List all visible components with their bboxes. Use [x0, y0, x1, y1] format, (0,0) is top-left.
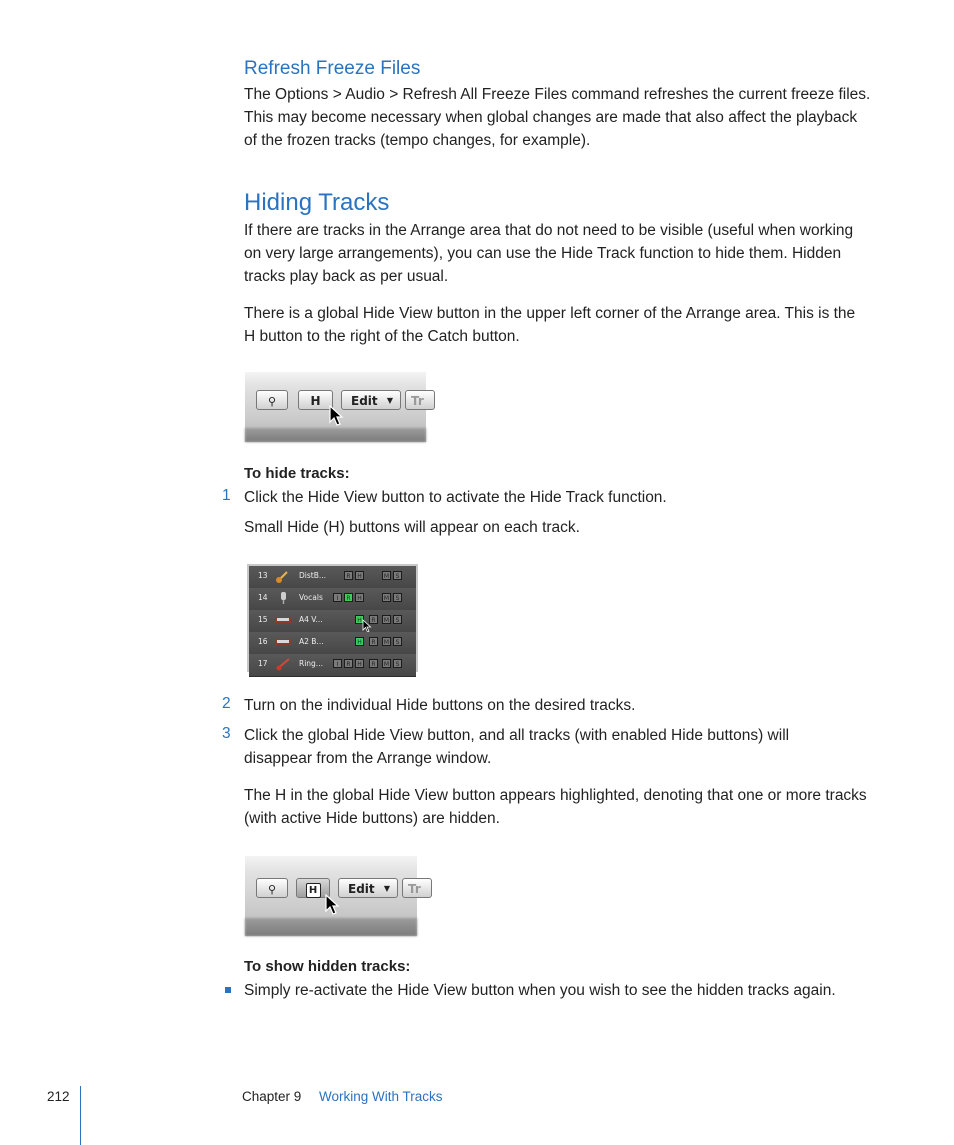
footer-divider [80, 1086, 81, 1145]
microphone-icon [275, 591, 291, 605]
solo-button[interactable]: S [393, 571, 402, 580]
toolbar-bottom-shadow [245, 428, 426, 442]
track-list-screenshot [247, 564, 418, 672]
step-number-2: 2 [222, 695, 231, 712]
footer-chapter-title[interactable]: Working With Tracks [319, 1089, 443, 1104]
section-heading-refresh-freeze-files: Refresh Freeze Files [244, 58, 421, 79]
record-button[interactable]: R [369, 615, 378, 624]
track-number: 13 [258, 571, 268, 580]
truncated-menu-button[interactable]: Tr [402, 878, 432, 898]
truncated-menu-button[interactable]: Tr [405, 390, 435, 410]
to-hide-tracks-label: To hide tracks: [244, 465, 350, 482]
hide-view-label-highlighted: H [306, 883, 321, 898]
track-name: Ring... [299, 659, 323, 668]
track-row-13[interactable] [249, 566, 416, 589]
step-3-note: The H in the global Hide View button appears highlighted, denoting that one or more tracks (with active Hide buttons) are hidden. [244, 787, 867, 827]
mouse-cursor-icon [362, 619, 372, 633]
hide-button[interactable]: H [355, 571, 364, 580]
track-number: 14 [258, 593, 268, 602]
solo-button[interactable]: S [393, 593, 402, 602]
toolbar-screenshot [245, 372, 426, 442]
solo-button[interactable]: S [393, 659, 402, 668]
catch-running-man-icon: ⚲ [267, 883, 277, 896]
edit-menu-button[interactable] [338, 878, 398, 898]
hide-view-button[interactable]: H [298, 390, 333, 410]
section-heading-hiding-tracks: Hiding Tracks [244, 189, 390, 216]
hiding-tracks-global-button-text: There is a global Hide View button in the upper left corner of the Arrange area. This is the H button to the right of the Catch button. [244, 305, 856, 345]
edit-label: Edit [351, 394, 378, 408]
track-number: 16 [258, 637, 268, 646]
input-monitor-button[interactable]: I [333, 659, 342, 668]
hide-button-active[interactable]: H [355, 615, 364, 624]
mouse-cursor-icon [329, 405, 345, 427]
edit-menu-button[interactable] [341, 390, 401, 410]
track-row-17[interactable] [249, 654, 416, 677]
track-name: A2 B... [299, 637, 324, 646]
show-hidden-tracks-text: Simply re-activate the Hide View button when you wish to see the hidden tracks again. [244, 982, 836, 999]
input-monitor-button[interactable]: I [333, 593, 342, 602]
track-row-14[interactable] [249, 588, 416, 611]
footer-chapter: Chapter 9 [242, 1089, 302, 1104]
hiding-tracks-intro: If there are tracks in the Arrange area that do not need to be visible (useful when working on very large arrangements), you can use the Hide Track function to hide them. Hidden tracks play back as per usual. [244, 222, 854, 285]
solo-button[interactable]: S [393, 637, 402, 646]
record-button[interactable]: R [369, 637, 378, 646]
step-number-3: 3 [222, 725, 231, 742]
track-number: 15 [258, 615, 268, 624]
step-1-text: Click the Hide View button to activate the Hide Track function. [244, 489, 667, 506]
step-2-text: Turn on the individual Hide buttons on the desired tracks. [244, 697, 636, 714]
mute-button[interactable]: M [383, 617, 390, 624]
refresh-freeze-files-body: The Options > Audio > Refresh All Freeze Files command refreshes the current freeze files. This may become necessary when global changes are made that also affect the playback of the frozen tracks (tempo changes, for example). [244, 86, 871, 149]
track-row-16[interactable] [249, 632, 416, 655]
step-number-1: 1 [222, 487, 231, 504]
catch-button[interactable] [256, 878, 288, 898]
mute-button[interactable]: M [383, 595, 390, 602]
dropdown-arrow-icon: ▼ [386, 396, 393, 405]
keyboard-icon [275, 635, 291, 649]
hide-button[interactable]: H [355, 659, 364, 668]
catch-button[interactable] [256, 390, 288, 410]
mouse-cursor-icon [325, 894, 341, 916]
record-button[interactable]: R [344, 571, 353, 580]
track-name: DistB... [299, 571, 327, 580]
catch-running-man-icon: ⚲ [267, 395, 277, 408]
dropdown-arrow-icon: ▼ [383, 884, 390, 893]
step-1-note: Small Hide (H) buttons will appear on each track. [244, 519, 580, 536]
mute-button[interactable]: M [383, 639, 390, 646]
mute-button[interactable]: M [383, 661, 390, 668]
record-enable-button[interactable]: R [369, 659, 378, 668]
page-number: 212 [47, 1089, 70, 1104]
track-number: 17 [258, 659, 268, 668]
keyboard-icon [275, 613, 291, 627]
hide-button[interactable]: H [355, 593, 364, 602]
toolbar-bottom-shadow [245, 918, 417, 936]
record-button[interactable]: R [344, 593, 353, 602]
record-button[interactable]: R [344, 659, 353, 668]
to-show-hidden-tracks-label: To show hidden tracks: [244, 958, 411, 975]
mute-button[interactable]: M [383, 573, 390, 580]
bullet-icon [225, 987, 231, 993]
electric-guitar-icon [275, 657, 291, 671]
hide-button-active[interactable]: H [355, 637, 364, 646]
guitar-icon [275, 569, 291, 583]
track-name: Vocals [299, 593, 323, 602]
toolbar-highlighted-screenshot [245, 856, 421, 936]
step-3-text: Click the global Hide View button, and all tracks (with enabled Hide buttons) will disappear from the Arrange window. [244, 727, 790, 767]
edit-label: Edit [348, 882, 375, 896]
track-row-15[interactable] [249, 610, 416, 633]
solo-button[interactable]: S [393, 615, 402, 624]
track-name: A4 V... [299, 615, 323, 624]
